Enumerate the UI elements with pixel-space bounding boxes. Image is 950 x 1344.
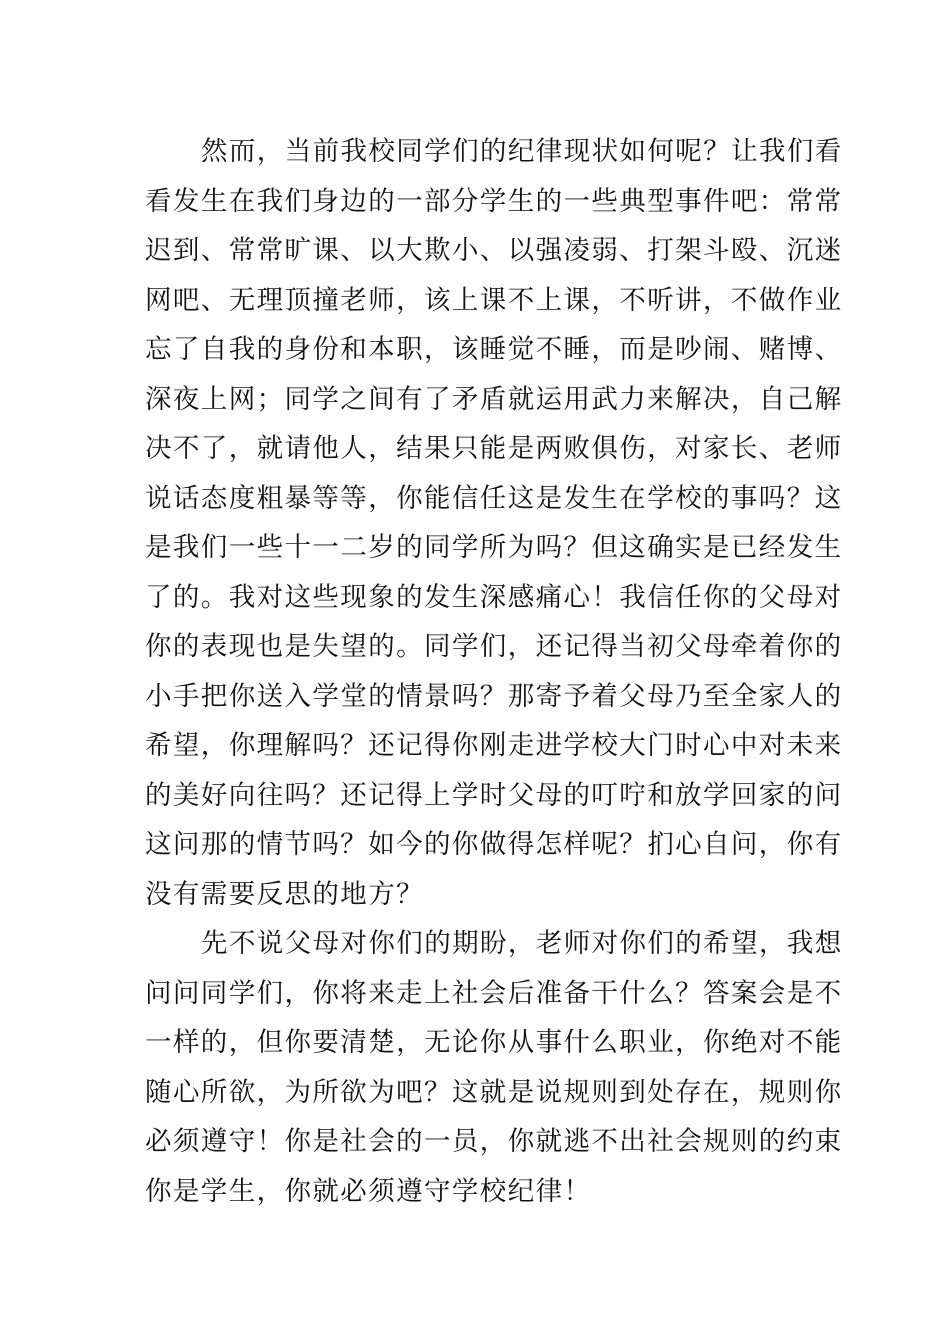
text-line: 你的表现也是失望的。同学们，还记得当初父母牵着你的 <box>145 631 843 662</box>
text-line: 问问同学们，你将来走上社会后准备干什么？答案会是不 <box>145 977 843 1009</box>
text-line: 是我们一些十一二岁的同学所为吗？但这确实是已经发生 <box>145 532 843 563</box>
text-line: 决不了，就请他人，结果只能是两败俱伤，对家长、老师 <box>145 433 843 464</box>
text-line: 没有需要反思的地方？ <box>145 878 424 910</box>
text-line: 你是学生，你就必须遵守学校纪律！ <box>145 1175 592 1207</box>
text-line: 看发生在我们身边的一部分学生的一些典型事件吧：常常 <box>145 185 843 217</box>
text-line: 先不说父母对你们的期盼，老师对你们的希望，我想 <box>201 928 843 959</box>
document-body <box>145 127 843 1216</box>
text-line: 迟到、常常旷课、以大欺小、以强凌弱、打架斗殴、沉迷 <box>145 235 843 266</box>
text-line: 这问那的情节吗？如今的你做得怎样呢？扪心自问，你有 <box>145 829 843 860</box>
paragraph-1 <box>145 127 843 919</box>
text-line: 小手把你送入学堂的情景吗？那寄予着父母乃至全家人的 <box>145 680 843 712</box>
text-line: 然而，当前我校同学们的纪律现状如何呢？让我们看 <box>201 136 843 167</box>
text-line: 的美好向往吗？还记得上学时父母的叮咛和放学回家的问 <box>145 779 843 811</box>
text-line: 说话态度粗暴等等，你能信任这是发生在学校的事吗？这 <box>145 482 843 514</box>
text-line: 网吧、无理顶撞老师，该上课不上课，不听讲，不做作业 <box>145 284 843 316</box>
text-line: 忘了自我的身份和本职，该睡觉不睡，而是吵闹、赌博、 <box>145 334 843 365</box>
text-line: 了的。我对这些现象的发生深感痛心！我信任你的父母对 <box>145 581 843 613</box>
text-line: 必须遵守！你是社会的一员，你就逃不出社会规则的约束 <box>145 1126 843 1157</box>
text-line: 希望，你理解吗？还记得你刚走进学校大门时心中对未来 <box>145 730 843 761</box>
text-line: 深夜上网；同学之间有了矛盾就运用武力来解决，自己解 <box>145 383 843 415</box>
text-line: 一样的，但你要清楚，无论你从事什么职业，你绝对不能 <box>145 1027 843 1058</box>
text-line: 随心所欲，为所欲为吧？这就是说规则到处存在，规则你 <box>145 1076 843 1108</box>
paragraph-2 <box>145 919 843 1216</box>
